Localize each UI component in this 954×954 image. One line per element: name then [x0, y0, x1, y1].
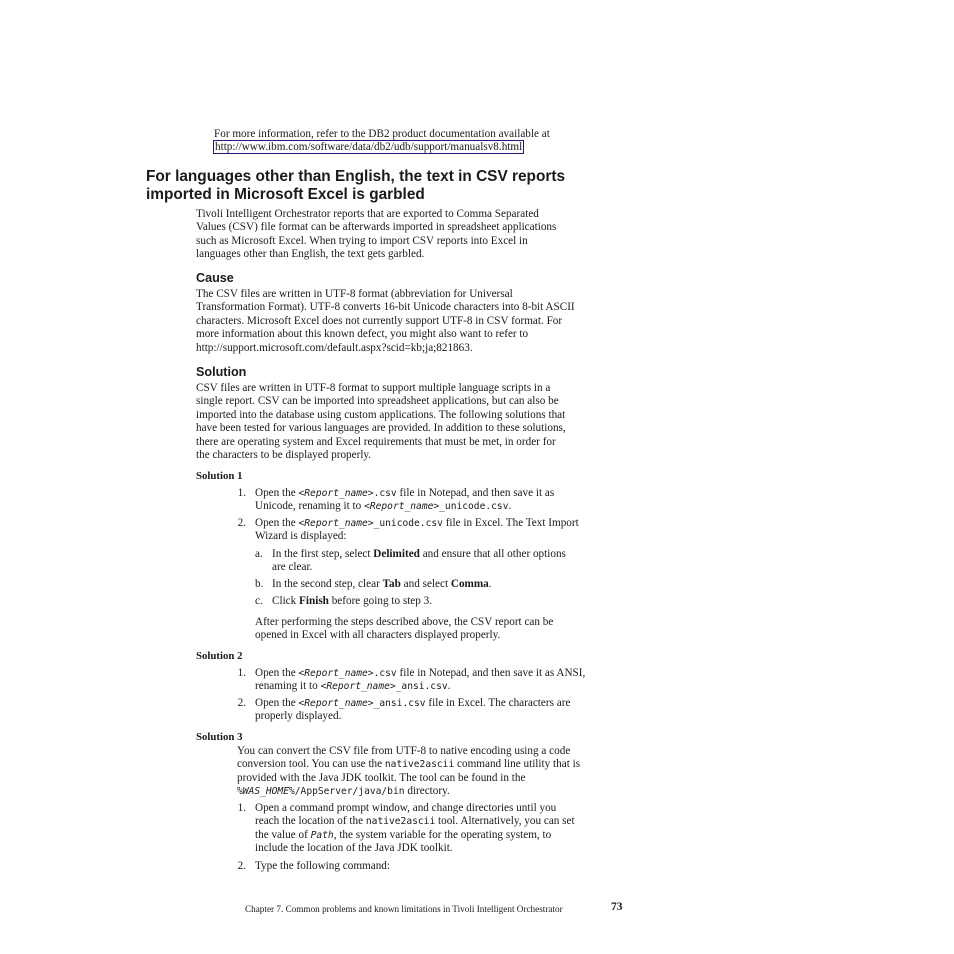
solution3-step2: Type the following command:: [255, 860, 390, 872]
section-paragraph: Tivoli Intelligent Orchestrator reports that are exported to Comma Separated Values (CSV) file format can be afterwards imported in spreadsheet applications such as Microsoft Excel. When trying to import CSV reports into Excel in languages other than English, the text gets garbled.: [196, 208, 557, 261]
intro-text: For more information, refer to the DB2 product documentation available at: [214, 128, 550, 140]
page-number: 73: [611, 901, 623, 913]
section-title-line1: For languages other than English, the text in CSV reports: [146, 168, 566, 185]
solution-paragraph: CSV files are written in UTF-8 format to support multiple language scripts in a single report. CSV can be imported into spreadsheet applications, but can also be imported into the database using custom applications. The following solutions that have been tested for various languages are provided. In addition to these solutions, there are operating system and Excel requirements that must be met, in order for the characters to be displayed properly.: [196, 382, 566, 462]
cause-heading: Cause: [196, 271, 234, 285]
step-number: 1.: [237, 802, 246, 814]
solution2-step2: Open the <Report_name>_ansi.csv file in Excel. The characters are properly displayed.: [255, 697, 571, 723]
step-number: 2.: [237, 697, 246, 709]
substep-letter: b.: [255, 578, 264, 590]
solution1-substep-a: In the first step, select Delimited and ensure that all other options are clear.: [272, 548, 566, 574]
solution1-step1: Open the <Report_name>.csv file in Notepad, and then save it as Unicode, renaming it to <Report_name>_unicode.csv.: [255, 487, 555, 513]
solution3-paragraph: You can convert the CSV file from UTF-8 to native encoding using a code conversion tool. You can use the native2ascii command line utility that is provided with the Java JDK toolkit. The tool can be found in the %WAS_HOME%/AppServer/java/bin directory.: [237, 745, 581, 798]
footer-chapter: Chapter 7. Common problems and known limitations in Tivoli Intelligent Orchestrator: [245, 904, 563, 914]
step-number: 2.: [237, 860, 246, 872]
solution1-step2: Open the <Report_name>_unicode.csv file in Excel. The Text Import Wizard is displayed:: [255, 517, 579, 543]
solution1-result: After performing the steps described above, the CSV report can be opened in Excel with all characters displayed properly.: [255, 616, 554, 642]
cause-paragraph: The CSV files are written in UTF-8 format (abbreviation for Universal Transformation Format). UTF-8 converts 16-bit Unicode characters into 8-bit ASCII characters. Microsoft Excel does not currently support UTF-8 in CSV format. For more information about this known defect, you might also want to refer to http://support.microsoft.com/default.aspx?scid=kb;ja;821863.: [196, 288, 575, 354]
solution1-substep-b: In the second step, clear Tab and select Comma.: [272, 578, 492, 590]
step-number: 1.: [237, 487, 246, 499]
solution3-step1: Open a command prompt window, and change directories until you reach the location of the native2ascii tool. Alternatively, you can set the value of Path, the system variable for the operating system, to include the location of the Java JDK toolkit.: [255, 802, 575, 855]
solution2-step1: Open the <Report_name>.csv file in Notepad, and then save it as ANSI, renaming it to <Report_name>_ansi.csv.: [255, 667, 586, 693]
substep-letter: c.: [255, 595, 263, 607]
solution1-heading: Solution 1: [196, 470, 243, 482]
db2-docs-link[interactable]: http://www.ibm.com/software/data/db2/udb/support/manualsv8.html: [215, 141, 523, 153]
solution1-substep-c: Click Finish before going to step 3.: [272, 595, 433, 607]
step-number: 2.: [237, 517, 246, 529]
section-title-line2: imported in Microsoft Excel is garbled: [146, 186, 425, 203]
substep-letter: a.: [255, 548, 263, 560]
solution2-heading: Solution 2: [196, 650, 243, 662]
step-number: 1.: [237, 667, 246, 679]
solution3-heading: Solution 3: [196, 731, 243, 743]
solution-heading: Solution: [196, 365, 247, 379]
